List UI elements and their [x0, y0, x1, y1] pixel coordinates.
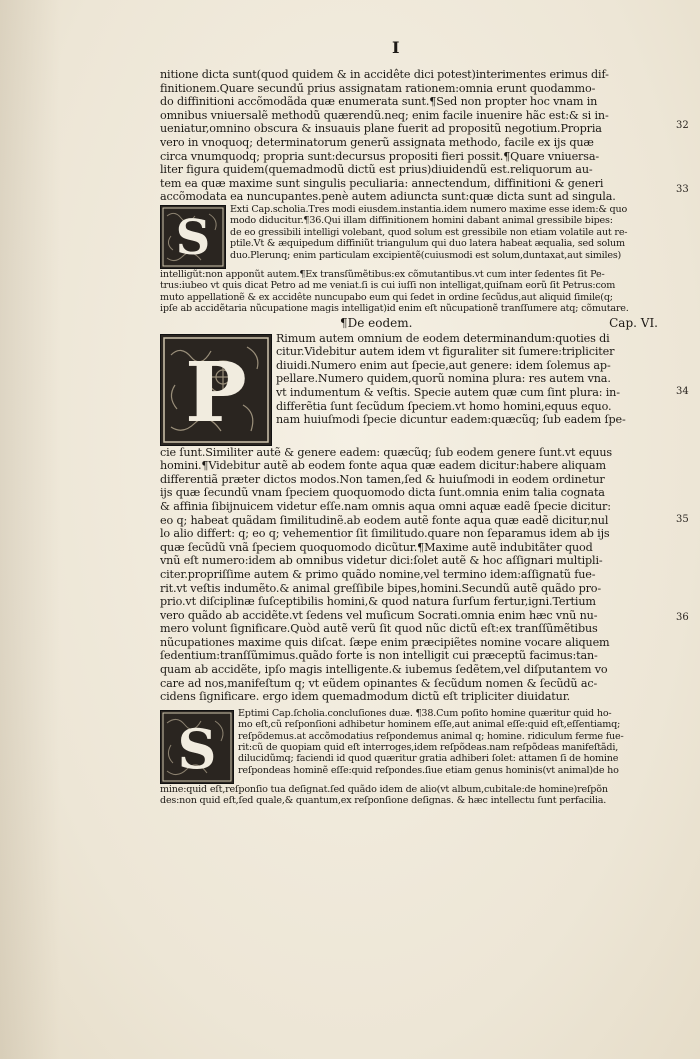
scholia-2: [160, 708, 668, 784]
scholia-line: dilucidũmq; faciendi id quod quæritur gratia adhiberi ſolet: attamen ſi de homine: [238, 753, 619, 765]
text-line: liter figura quidem(quemadmodũ dictũ est prius)diuidendũ est.reliquorum au-: [160, 163, 593, 177]
text-line: pellare.Numero quidem,quorũ nomina plura: res autem vna.: [276, 372, 611, 386]
text-line: do diffinitioni accõmodãda quæ enumerata sunt.¶Sed non propter hoc vnam in: [160, 95, 598, 109]
scholia-line: muto appellationẽ & ex accidête nuncupabo eum qui ſedet in ordine ſecũdus,aut aliquid ſimile(q;: [160, 291, 613, 303]
text-line: Rimum autem omnium de eodem determinandum:quoties di: [276, 331, 610, 345]
folio-number: I: [392, 38, 400, 57]
text-line: cidens ſignificare. ergo idem quemadmodum dictũ eſt tripliciter diuidatur.: [160, 690, 571, 704]
woodcut-initial-s: [160, 205, 226, 269]
text-line: eo q; habeat quãdam ſimilitudinẽ.ab eodem autẽ fonte aqua quæ eadẽ dicitur,nul: [160, 513, 609, 527]
scholia-line: rit:cũ de quopiam quid eſt interroges,idem reſpõdeas.nam reſpõdeas manifeſtãdi,: [238, 742, 619, 754]
text-line: vnũ eſt numero:idem ab omnibus videtur dici:ſolet autẽ & hoc aſſignari multipli-: [160, 554, 603, 568]
text-line: omnibus vniuersalẽ methodũ quærendũ.neq; enim facile inuenire hãc est:& si in-: [160, 108, 609, 122]
text-line: homini.¶Videbitur autẽ ab eodem fonte aqua quæ eadem dicitur:habere aliquam: [160, 459, 606, 473]
scholia-line: trus:iubeo vt quis dicat Petro ad me veniat.ſi is cui iuſſi non intelligat,quiſnam eorũ ſit Petrus:com: [160, 280, 616, 292]
page-shadow: [0, 0, 60, 1059]
scholia-line: mo eſt,cũ reſponſioni adhibetur hominem eſſe,aut animal eſſe:quid eſt,eſſentiamq;: [238, 719, 621, 731]
heading-title: ¶De eodem.: [340, 315, 413, 330]
chapter-heading: [160, 315, 668, 332]
text-line: circa vnumquodq; propria sunt:decursus propositi fieri possit.¶Quare vniuersa-: [160, 149, 599, 163]
scholia-line: intelligũt:non apponũt autem.¶Ex transſũmẽtibus:ex cõmutantibus.vt cum inter ſedentes ſit Pe-: [160, 268, 605, 280]
text-line: diuidi.Numero enim aut ſpecie,aut genere: idem ſolemus ap-: [276, 358, 611, 372]
text-line: tem ea quæ maxime sunt singulis peculiaria: annectendum, diffinitioni & generi: [160, 176, 604, 190]
text-line: nam huiuſmodi ſpecie dicuntur eadem:quæcũq; ſub eadem ſpe-: [276, 413, 626, 427]
text-line: differentiã præter dictos modos.Non tamen,ſed & huiuſmodi in eodem ordinetur: [160, 472, 605, 486]
text-line: accõmodata ea nuncupantes.penè autem adiuncta sunt:quæ dicta sunt ad singula.: [160, 190, 616, 204]
margin-number: 34: [676, 386, 689, 397]
text-line: lo alio differt: q; eo q; vehementior ſit ſimilitudo.quare non ſeparamus idem ab ijs: [160, 527, 610, 541]
text-line: quam ab accidẽte, ipſo magis intelligente.& iubemus ſedẽtem,vel diſputantem vo: [160, 663, 608, 677]
margin-number: 33: [676, 184, 689, 195]
paragraph-1: [160, 68, 668, 204]
text-line: finitionem.Quare secundű prius assignatam rationem:omnia erunt quodammo-: [160, 81, 596, 95]
text-line: differẽtia ſunt ſecũdum ſpeciem.vt homo homini,equus equo.: [276, 399, 612, 413]
text-line: vero in vnoquoq; determinatorum generũ assignata methodo, facile ex ijs quæ: [160, 135, 594, 149]
scholia-line: de eo gressibili intelligi volebant, quod solum est gressibile non etiam volatile aut re-: [230, 226, 628, 238]
margin-number: 32: [676, 120, 689, 131]
text-line: nũcupationes maxime quis diſcat. ſæpe enim præcipiẽtes nomine vocare aliquem: [160, 635, 610, 649]
initial-letter: S: [177, 716, 217, 781]
initial-letter: S: [175, 209, 211, 266]
text-line: quæ ſecũdũ vnã ſpeciem quoquomodo dicũtur.¶Maxime autẽ indubitãter quod: [160, 540, 593, 554]
scholia-line: reſpondeas hominẽ eſſe:quid reſpondes.ſiue etiam genus hominis(vt animal)de ho: [238, 764, 619, 776]
scholia-line: mine:quid eſt,reſponſio tua deſignat.ſed quãdo idem de alio(vt album,cubitale:de homine)reſpõn: [160, 783, 608, 795]
scholia-line: des:non quid eſt,ſed quale,& quantum,ex reſponſione deſignas. & hæc intellectu ſunt perfacilia.: [160, 795, 607, 807]
text-block: [160, 68, 668, 807]
text-line: ſedentium:tranſſũmimus.quãdo forte is non intelligit cui præceptũ facimus:tan-: [160, 649, 598, 663]
text-line: cie ſunt.Similiter autẽ & genere eadem: quæcũq; ſub eodem genere ſunt.vt equus: [160, 445, 612, 459]
paragraph-2: [160, 446, 668, 704]
text-line: & affinia ſibijnuicem videtur eſſe.nam omnis aqua omni aquæ eadẽ ſpecie dicitur:: [160, 499, 611, 513]
scholia-line: reſpõdemus.at accõmodatius reſpondemus animal q; homine. ridiculum ferme fue-: [238, 730, 624, 742]
text-line: citur.Videbitur autem idem vt figuraliter sit ſumere:tripliciter: [276, 345, 615, 359]
text-line: nitione dicta sunt(quod quidem & in accidête dici potest)interimentes erimus dif-: [160, 68, 609, 81]
paragraph-2-opening: [160, 332, 668, 446]
text-line: vt indumentum & veſtis. Specie autem quæ cum ſint plura: in-: [276, 385, 620, 399]
woodcut-initial-p: [160, 334, 272, 446]
margin-number: 35: [676, 514, 689, 525]
scholia-2-continued: [160, 784, 668, 807]
scholia-1-continued: [160, 269, 668, 315]
text-line: rit.vt veſtis indumẽto.& animal greſſibile bipes,homini.Secundũ autẽ quãdo pro-: [160, 581, 602, 595]
text-line: care ad nos,manifeſtum q; vt eũdem opinantes & ſecũdum nomen & ſecũdũ ac-: [160, 676, 598, 690]
text-line: vero quãdo ab accidẽte.vt ſedens vel muſicum Socrati.omnia enim hæc vnũ nu-: [160, 608, 598, 622]
text-line: mero volunt ſignificare.Quòd autẽ verũ ſit quod nũc dictũ eſt:ex tranſſũmẽtibus: [160, 622, 598, 636]
text-line: citer.propriſſime autem & primo quãdo nomine,vel termino idem:aſſignatũ fue-: [160, 567, 596, 581]
text-line: ijs quæ ſecundũ vnam ſpeciem quoquomodo dicta ſunt.omnia enim talia cognata: [160, 486, 605, 500]
scholia-line: ipſe ab accidẽtaria nũcupatione magis intelligat)id enim eſt nũcupationẽ tranſſumere atq; cõmutare.: [160, 303, 629, 315]
initial-letter: P: [185, 344, 247, 441]
scholia-line: duo.Plerunq; enim particulam excipientẽ(cuiusmodi est solum,duntaxat,aut similes): [230, 249, 622, 261]
chapter-number: Cap. VI.: [609, 315, 658, 330]
scholia-line: Eptimi Cap.ſcholia.concluſiones duæ. ¶38.Cum poſito homine quæritur quid ho-: [238, 707, 612, 719]
woodcut-initial-s: [160, 710, 234, 784]
scholia-line: Exti Cap.scholia.Tres modi eiusdem.instantia.idem numero maxime esse idem:& quo: [230, 203, 628, 215]
scholia-line: ptile.Vt & æquipedum diffiniũt triangulum qui duo latera habeat æqualia, sed solum: [230, 238, 625, 250]
scholia-line: modo diducitur.¶36.Qui illam diffinitionem homini dabant animal gressibile bipes:: [230, 215, 613, 227]
text-line: ueniatur,omnino obscura & insuauis plane fuerit ad propositũ negotium.Propria: [160, 122, 602, 136]
scholia-1: [160, 204, 668, 269]
text-line: prio.vt diſciplinæ ſuſceptibilis homini,& quod natura ſurſum fertur,igni.Tertium: [160, 595, 596, 609]
margin-number: 36: [676, 612, 689, 623]
